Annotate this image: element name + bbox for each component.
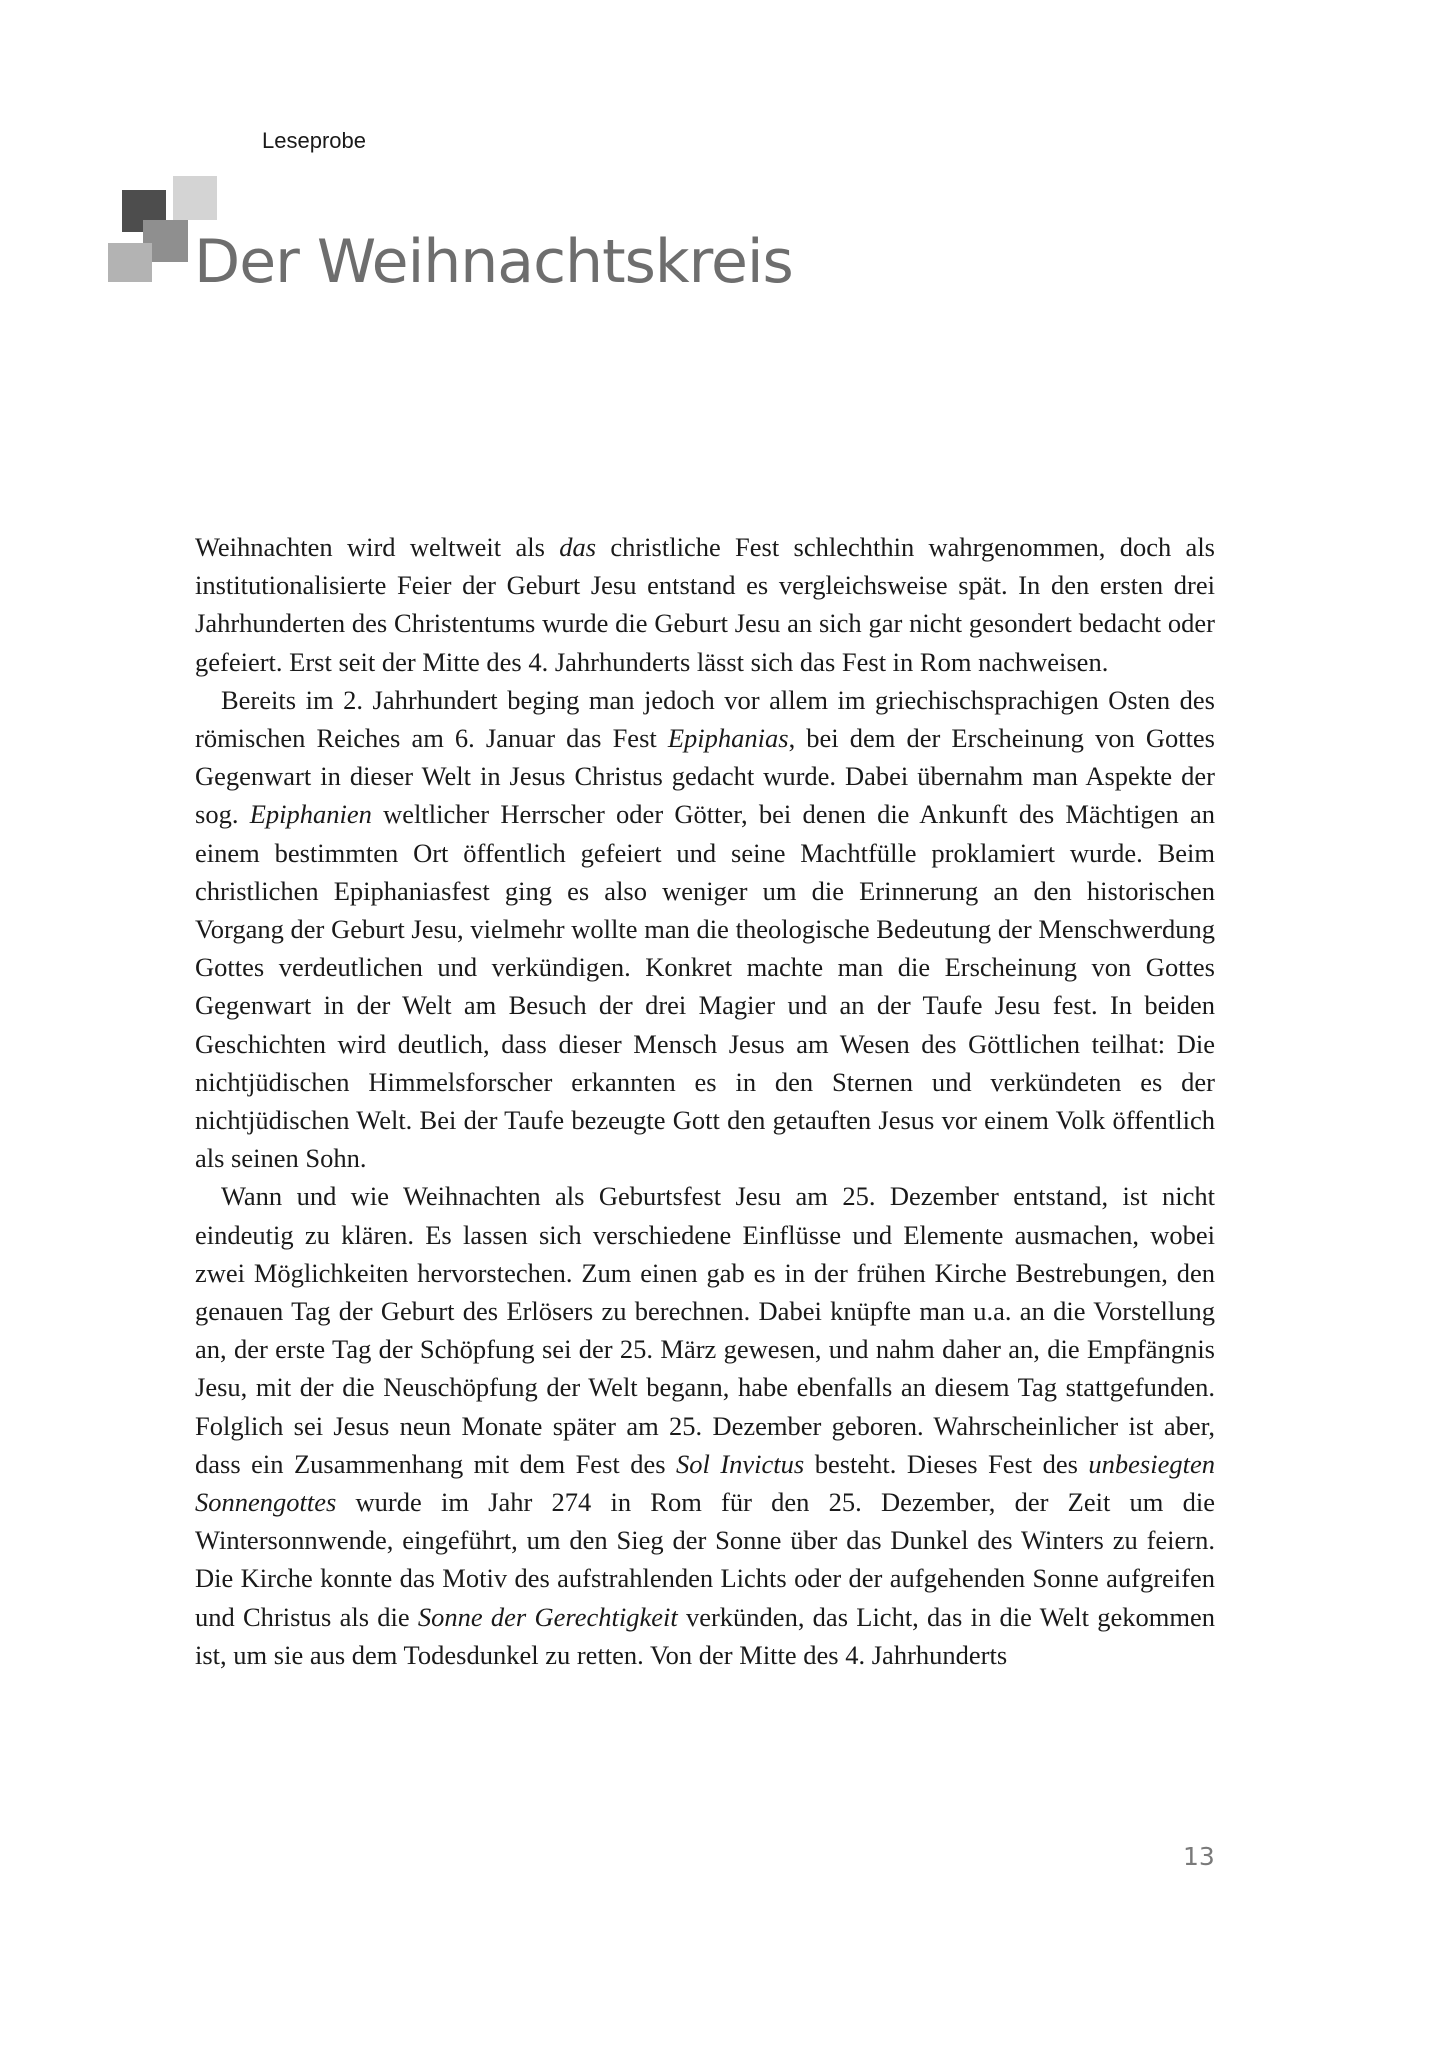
body-text: [195, 528, 1215, 1674]
paragraph-1: Weihnachten wird weltweit als das christliche Fest schlechthin wahrgenommen, doch als institutionalisierte Feier der Geburt Jesu entstand es vergleichsweise spät. In den ersten drei Jahrhunderten des Christentums wurde die Geburt Jesu an sich gar nicht gesondert bedacht oder gefeiert. Erst seit der Mitte des 4. Jahrhunderts lässt sich das Fest in Rom nachweisen.: [195, 532, 1215, 677]
paragraph-2: Bereits im 2. Jahrhundert beging man jedoch vor allem im griechischsprachigen Osten des römischen Reiches am 6. Januar das Fest Epiphanias, bei dem der Erscheinung von Gottes Gegenwart in dieser Welt in Jesus Christus gedacht wurde. Dabei übernahm man Aspekte der sog. Epiphanien weltlicher Herrscher oder Götter, bei denen die Ankunft des Mächtigen an einem bestimmten Ort öffentlich gefeiert und seine Machtfülle proklamiert wurde. Beim christlichen Epiphaniasfest ging es also weniger um die Erinnerung an den historischen Vorgang der Geburt Jesu, vielmehr wollte man die theologische Bedeutung der Menschwerdung Gottes verdeutlichen und verkündigen. Konkret machte man die Erscheinung von Gottes Gegenwart in der Welt am Besuch der drei Magier und an der Taufe Jesu fest. In beiden Geschichten wird deutlich, dass dieser Mensch Jesus am Wesen des Göttlichen teilhat: Die nichtjüdischen Himmelsforscher erkannten es in den Sternen und verkündeten es der nichtjüdischen Welt. Bei der Taufe bezeugte Gott den getauften Jesus vor einem Volk öffentlich als seinen Sohn.: [195, 684, 1215, 1174]
logo-square-low: [108, 243, 152, 282]
chapter-title: Der Weihnachtskreis: [194, 227, 793, 297]
page-number: 13: [1183, 1842, 1215, 1871]
logo-square-light: [173, 176, 217, 220]
paragraph-3: Wann und wie Weihnachten als Geburtsfest Jesu am 25. Dezember entstand, ist nicht eindeutig zu klären. Es lassen sich verschiedene Einflüsse und Elemente ausmachen, wobei zwei Möglichkeiten hervorstechen. Zum einen gab es in der frühen Kirche Bestrebungen, den genauen Tag der Geburt des Erlösers zu berechnen. Dabei knüpfte man u.a. an die Vorstellung an, der erste Tag der Schöpfung sei der 25. März gewesen, und nahm daher an, die Empfängnis Jesu, mit der die Neuschöpfung der Welt begann, habe ebenfalls an diesem Tag stattgefunden. Folglich sei Jesus neun Monate später am 25. Dezember geboren. Wahrscheinlicher ist aber, dass ein Zusammenhang mit dem Fest des Sol Invictus besteht. Dieses Fest des unbesiegten Sonnengottes wurde im Jahr 274 in Rom für den 25. Dezember, der Zeit um die Wintersonnwende, eingeführt, um den Sieg der Sonne über das Dunkel des Winters zu feiern. Die Kirche konnte das Motiv des aufstrahlenden Lichts oder der aufgehenden Sonne aufgreifen und Christus als die Sonne der Gerechtigkeit verkünden, das Licht, das in die Welt gekommen ist, um sie aus dem Todesdunkel zu retten. Von der Mitte des 4. Jahrhunderts: [195, 1181, 1215, 1670]
section-label: Leseprobe: [262, 128, 366, 153]
